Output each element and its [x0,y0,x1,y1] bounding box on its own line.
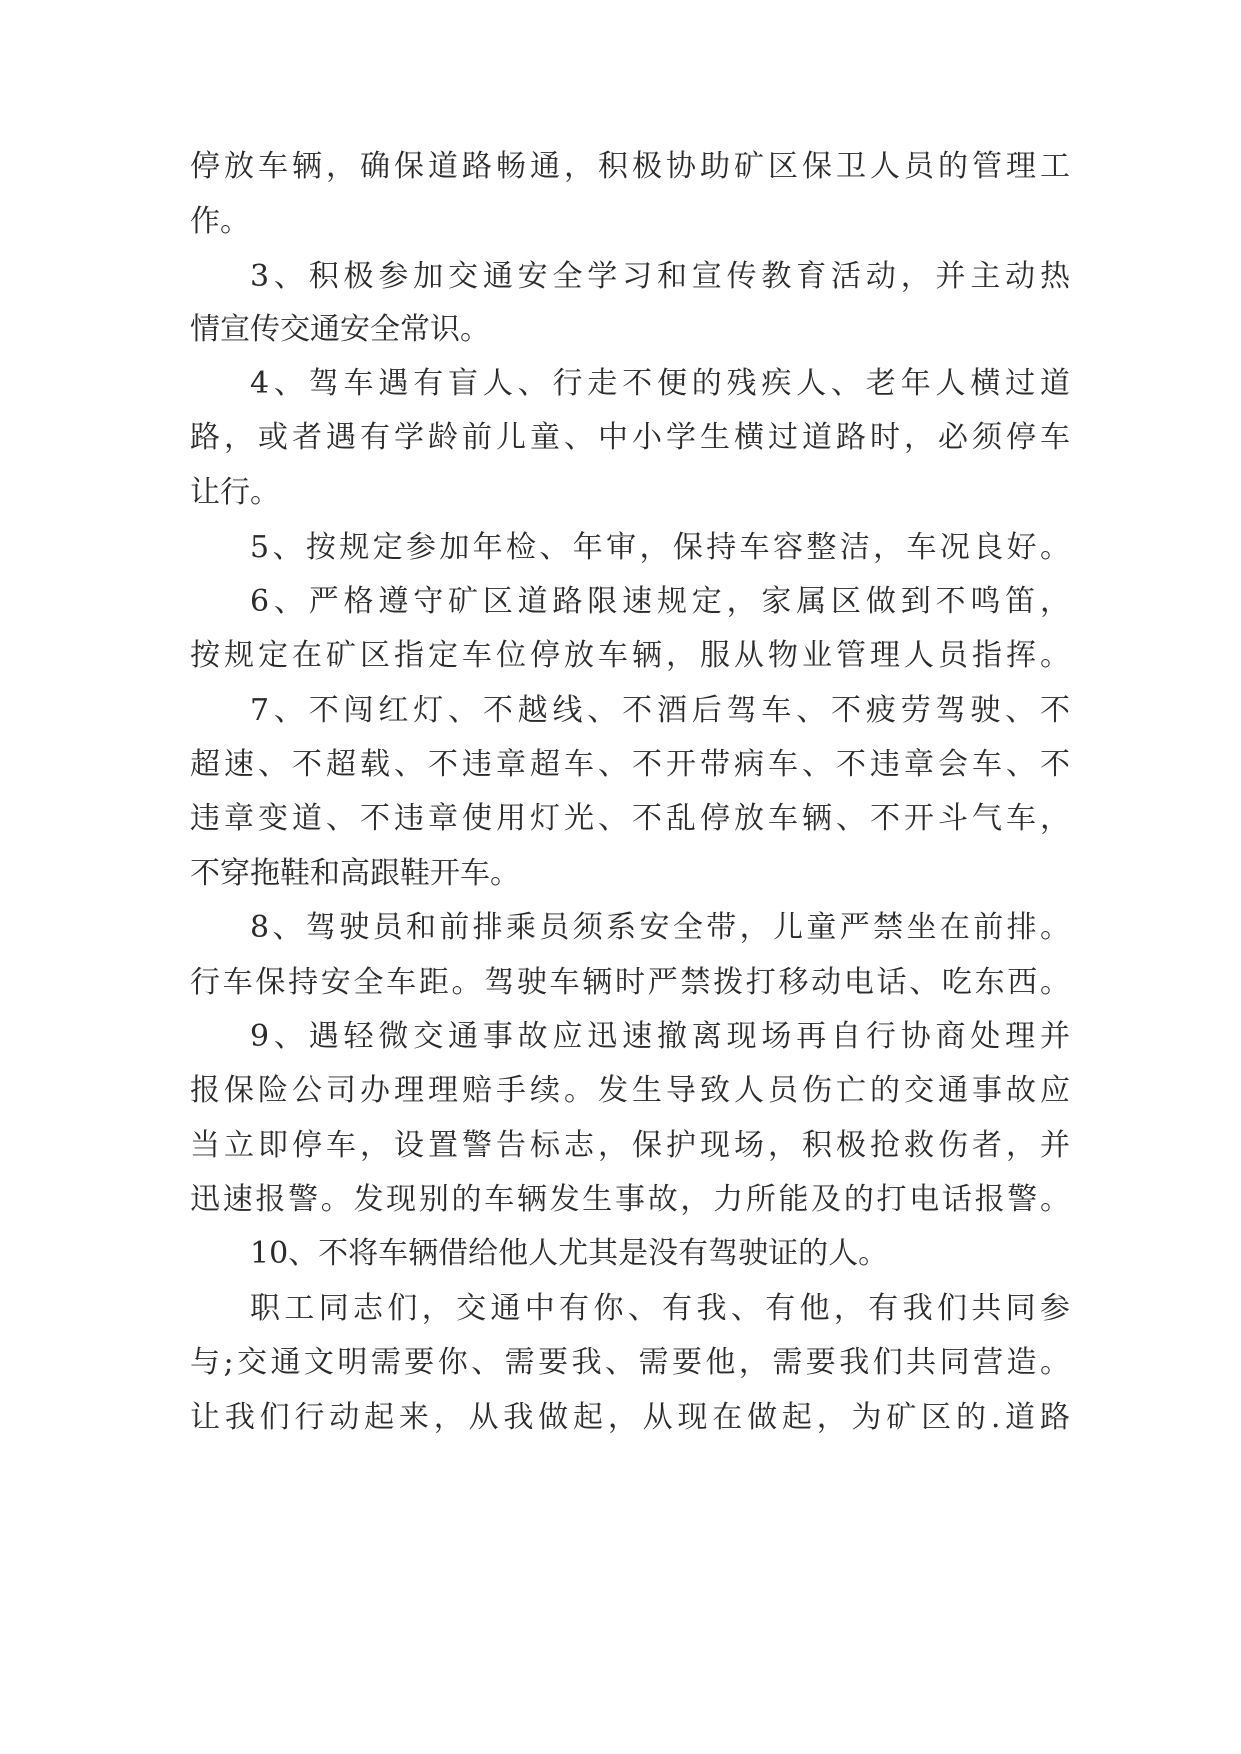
text-line: 超速、不超载、不违章超车、不开带病车、不违章会车、不 [190,747,1070,782]
text-line: 4、驾车遇有盲人、行走不便的残疾人、老年人横过道 [250,366,1070,401]
text-line: 10、不将车辆借给他人尤其是没有驾驶证的人。 [250,1236,889,1271]
text-line: 让我们行动起来，从我做起，从现在做起，为矿区的.道路 [190,1400,1070,1435]
text-line: 7、不闯红灯、不越线、不酒后驾车、不疲劳驾驶、不 [250,693,1070,728]
text-line: 行车保持安全车距。驾驶车辆时严禁拨打移动电话、吃东西。 [190,965,1070,1000]
text-line: 8、驾驶员和前排乘员须系安全带，儿童严禁坐在前排。 [250,910,1070,945]
text-line: 职工同志们，交通中有你、有我、有他，有我们共同参 [250,1291,1070,1326]
text-line: 与;交通文明需要你、需要我、需要他，需要我们共同营造。 [190,1345,1070,1380]
text-line: 5、按规定参加年检、年审，保持车容整洁，车况良好。 [250,530,1070,565]
text-line: 情宣传交通安全常识。 [190,312,490,347]
text-line: 路，或者遇有学龄前儿童、中小学生横过道路时，必须停车 [190,420,1070,455]
text-line: 让行。 [190,475,280,510]
text-line: 不穿拖鞋和高跟鞋开车。 [190,856,520,891]
text-line: 停放车辆，确保道路畅通，积极协助矿区保卫人员的管理工 [190,149,1070,184]
text-line: 6、严格遵守矿区道路限速规定，家属区做到不鸣笛， [250,584,1070,619]
text-line: 报保险公司办理理赔手续。发生导致人员伤亡的交通事故应 [190,1073,1070,1108]
text-line: 违章变道、不违章使用灯光、不乱停放车辆、不开斗气车， [190,801,1070,836]
text-line: 当立即停车，设置警告标志，保护现场，积极抢救伤者，并 [190,1128,1070,1163]
text-line: 作。 [190,204,250,239]
text-line: 按规定在矿区指定车位停放车辆，服从物业管理人员指挥。 [190,638,1070,673]
text-line: 迅速报警。发现别的车辆发生事故，力所能及的打电话报警。 [190,1182,1070,1217]
text-line: 3、积极参加交通安全学习和宣传教育活动，并主动热 [250,259,1070,294]
text-line: 9、遇轻微交通事故应迅速撤离现场再自行协商处理并 [250,1019,1070,1054]
